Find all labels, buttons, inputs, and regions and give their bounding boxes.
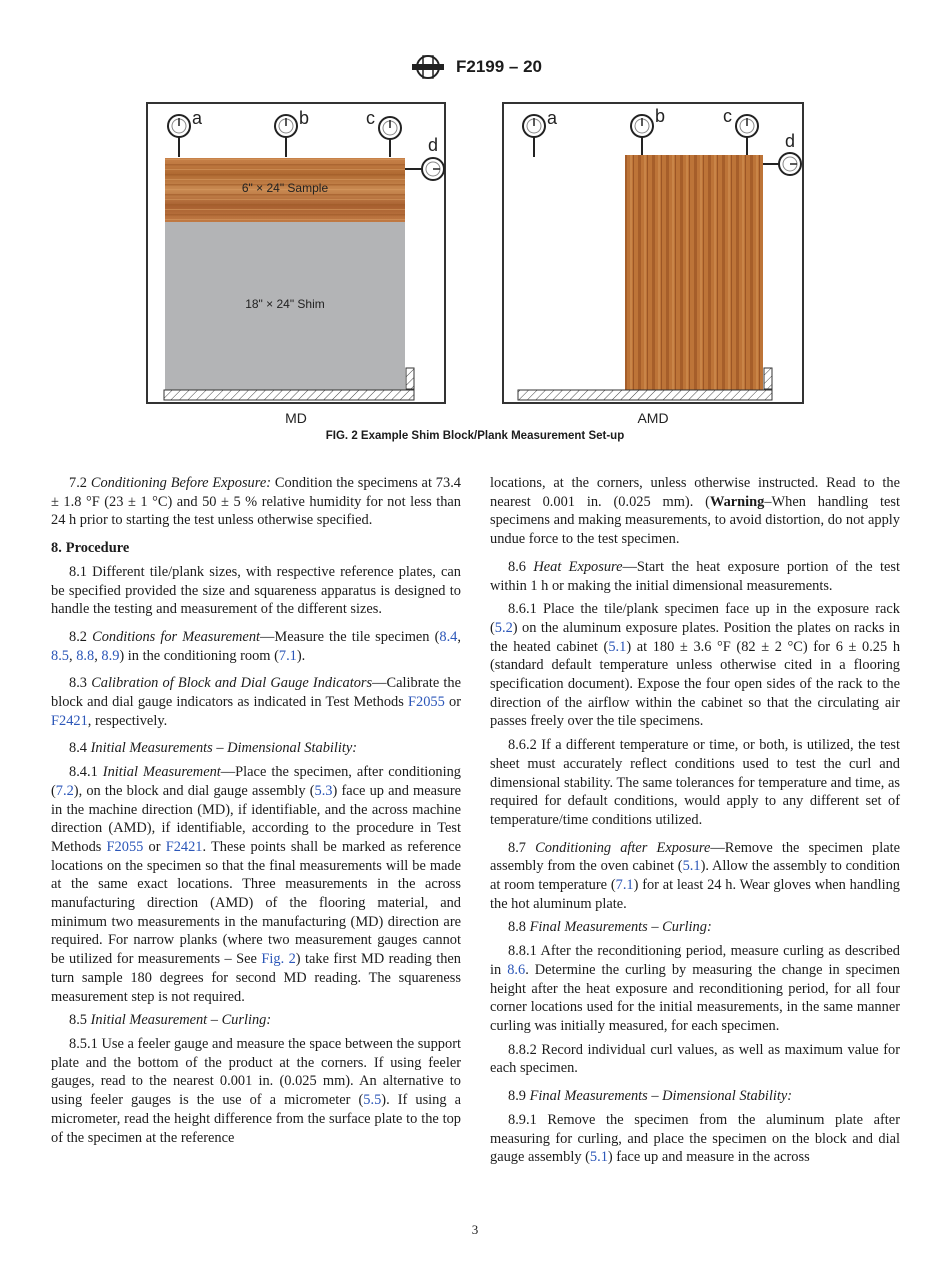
- section-8-8-2: 8.8.2 Record individual curl values, as well as maximum value for each specimen.: [490, 1041, 900, 1077]
- ref-8-8[interactable]: 8.8: [76, 647, 95, 664]
- section-8-6: 8.6 Heat Exposure—Start the heat exposure portion of the test within 1 h or making the initial dimensional measurements.: [490, 558, 900, 594]
- astm-logo-icon: [408, 54, 448, 80]
- left-column: [51, 474, 461, 1152]
- ref-8-6[interactable]: 8.6: [507, 961, 526, 978]
- shim-label: 18" × 24" Shim: [245, 297, 325, 311]
- stop-block: [406, 368, 414, 389]
- section-8-5-1: 8.5.1 Use a feeler gauge and measure the space between the support plate and the bottom of the product at the corners. If using feeler gauges, read to the nearest 0.001 in. (0.025 mm). An alternative to using feeler gauges is the use of a micrometer (5.5). If using a micrometer, read the height difference from the surface plate to the top of the specimen at the reference: [51, 1035, 462, 1146]
- section-8-8: 8.8 Final Measurements – Curling:: [508, 919, 712, 936]
- section-8-1: 8.1 Different tile/plank sizes, with respective reference plates, can be specified provided the size and squareness apparatus is designed to handle the testing and measurement of the different sizes.: [51, 563, 461, 618]
- ref-5-1[interactable]: 5.1: [608, 638, 627, 655]
- base-plate-amd: [518, 390, 772, 400]
- section-8-9-1: 8.9.1 Remove the specimen from the aluminum plate after measuring for curling, and place the specimen on the block and dial gauge assembly (5.1) face up and measure in the across: [490, 1111, 900, 1166]
- right-column: [490, 474, 900, 1172]
- amd-panel: [503, 103, 803, 426]
- ref-7-1[interactable]: 7.1: [615, 877, 634, 894]
- md-label: MD: [285, 410, 307, 426]
- ref-fig-2[interactable]: Fig. 2: [261, 951, 296, 968]
- ref-5-2[interactable]: 5.2: [494, 619, 513, 636]
- section-8-5: 8.5 Initial Measurement – Curling:: [69, 1012, 272, 1029]
- ref-8-5[interactable]: 8.5: [51, 647, 69, 664]
- ref-f2055[interactable]: F2055: [106, 838, 144, 855]
- gauge-label-a-amd: a: [547, 108, 558, 128]
- page-number: 3: [471, 1222, 479, 1237]
- ref-5-1[interactable]: 5.1: [682, 858, 701, 875]
- page-header: [0, 54, 950, 84]
- gauge-label-c: c: [366, 108, 375, 128]
- ref-f2055[interactable]: F2055: [408, 694, 445, 711]
- section-8-3: 8.3 Calibration of Block and Dial Gauge Indicators—Calibrate the block and dial gauge indicators as indicated in Test Methods F2055 or F2421, respectively.: [51, 675, 461, 729]
- gauge-label-a: a: [192, 108, 203, 128]
- section-8-7: 8.7 Conditioning after Exposure—Remove the specimen plate assembly from the oven cabinet (5.1). Allow the assembly to condition at room temperature (7.1) for at least 24 h. Wear gloves when handling the hot aluminum plate.: [490, 839, 901, 912]
- gauge-label-d-amd: d: [785, 131, 796, 151]
- section-8-6-2: 8.6.2 If a different temperature or time, or both, is utilized, the test sheet must accurately reflect conditions used to test the curl and dimensional stability. The same tolerances for temperature and time, as required for default conditions, would apply to any different set of temperature/time conditions utilized.: [490, 737, 900, 828]
- gauge-label-b-amd: b: [655, 106, 666, 126]
- sample-label: 6" × 24" Sample: [241, 181, 329, 195]
- section-8-4: 8.4 Initial Measurements – Dimensional Stability:: [69, 740, 358, 757]
- ref-f2421[interactable]: F2421: [165, 838, 203, 855]
- ref-5-5[interactable]: 5.5: [363, 1092, 382, 1109]
- section-8-4-1: 8.4.1 Initial Measurement—Place the specimen, after conditioning (7.2), on the block and dial gauge assembly (5.3) face up and measure in the machine direction (MD), if identifiable, and the across machine direction (AMD), if identifiable, according to the procedure in Test Methods F2055 or F2421. These points shall be marked as reference locations on the specimen so that the final measurements will be made at the same exact locations. Three measurements in the across manufacturing direction (AMD) of the flooring material, and minimum two measurements in the manufacturing (MD) direction are required. For narrow planks (where two measurement gauges cannot be utilized for measurements – See Fig. 2) take first MD reading then turn sample 180 degrees for second MD reading. The squareness measurement step is not required.: [51, 764, 462, 1005]
- section-7-2: 7.2 Conditioning Before Exposure: Condition the specimens at 73.4 ± 1.8 °F (23 ± 1 °C) and 50 ± 5 % relative humidity for not less than 24 h prior to starting the test unless otherwise specified.: [51, 475, 461, 529]
- ref-f2421[interactable]: F2421: [51, 712, 88, 729]
- amd-label: AMD: [637, 410, 669, 426]
- ref-7-1[interactable]: 7.1: [278, 647, 297, 664]
- section-8-8-1: 8.8.1 After the reconditioning period, measure curling as described in 8.6. Determine the curling by measuring the change in specimen height after the heat exposure and reconditioning period, for all four corner locations used for the initial measurements, in the same manner curling was initially measured, for each specimen.: [490, 943, 900, 1034]
- md-panel: [147, 103, 445, 426]
- ref-7-2[interactable]: 7.2: [55, 782, 74, 799]
- figure-caption: FIG. 2 Example Shim Block/Plank Measurement Set-up: [325, 430, 625, 442]
- plank-sample: [625, 155, 763, 390]
- continuation-paragraph: locations, at the corners, unless otherwise instructed. Read to the nearest 0.001 in. (0.025 mm). (Warning–When handling test specimens and making measurements, to avoid distortion, do not apply undue force to the test specimen.: [490, 475, 900, 548]
- standard-designation: F2199 – 20: [455, 57, 542, 76]
- ref-5-1[interactable]: 5.1: [589, 1149, 608, 1166]
- ref-8-4[interactable]: 8.4: [439, 628, 458, 645]
- ref-5-3[interactable]: 5.3: [314, 782, 333, 799]
- warning-label: Warning: [709, 493, 765, 510]
- section-8-6-1: 8.6.1 Place the tile/plank specimen face up in the exposure rack (5.2) on the aluminum exposure plates. Position the plates on racks in the heated cabinet (5.1) at 180 ± 3.6 °F (82 ± 2 °C) for 6 ± 0.25 h (standard default temperature unless otherwise cited in a flooring specification document). Expose the four open sides of the rack to the direction of the airflow within the cabinet so that the circulating air passes freely over the tile specimens.: [490, 601, 901, 730]
- section-8-heading: 8. Procedure: [51, 540, 130, 557]
- gauge-label-d: d: [428, 135, 439, 155]
- base-plate: [164, 390, 414, 400]
- section-8-2: 8.2 Conditions for Measurement—Measure the tile specimen (8.4, 8.5, 8.8, 8.9) in the conditioning room (7.1).: [51, 628, 461, 664]
- stop-block-amd: [764, 368, 772, 389]
- gauge-label-c-amd: c: [723, 106, 732, 126]
- section-8-9: 8.9 Final Measurements – Dimensional Stability:: [508, 1088, 793, 1105]
- gauge-label-b: b: [299, 108, 310, 128]
- ref-8-9[interactable]: 8.9: [101, 647, 120, 664]
- figure-2: [146, 102, 806, 432]
